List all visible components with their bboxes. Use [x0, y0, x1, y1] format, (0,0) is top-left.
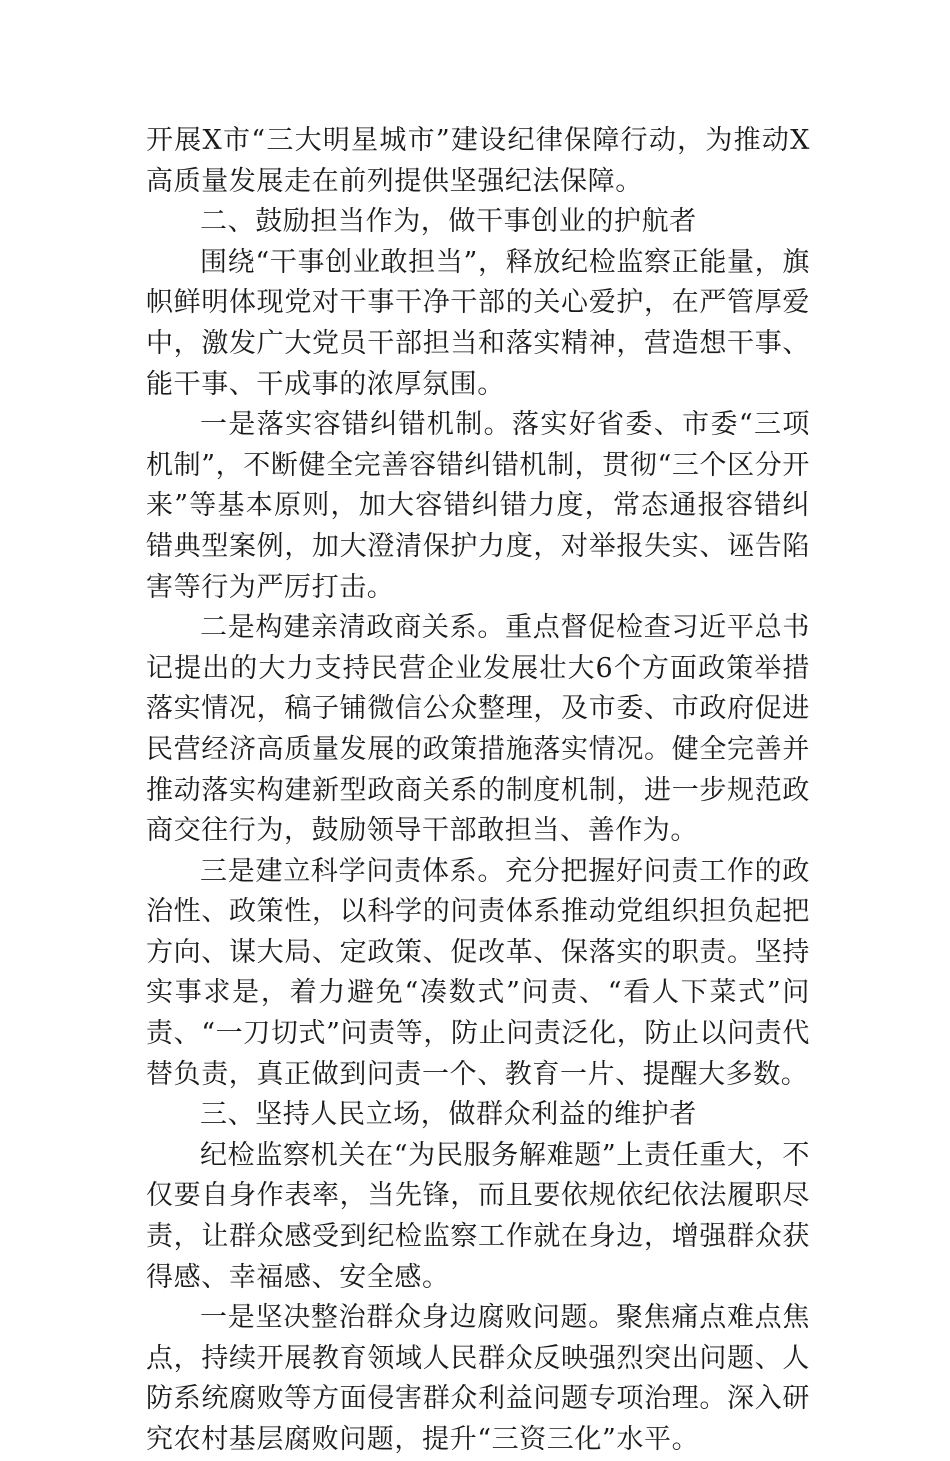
- paragraph: 围绕“干事创业敢担当”，释放纪检监察正能量，旗帜鲜明体现党对干事干净干部的关心爱护，在严管厚爱中，激发广大党员干部担当和落实精神，营造想干事、能干事、干成事的浓厚氛围。: [146, 246, 810, 400]
- document-body: [146, 121, 810, 1461]
- paragraph: 二是构建亲清政商关系。重点督促检查习近平总书记提出的大力支持民营企业发展壮大6个方面政策举措落实情况，稿子铺微信公众整理，及市委、市政府促进民营经济高质量发展的政策措施落实情况。健全完善并推动落实构建新型政商关系的制度机制，进一步规范政商交往行为，鼓励领导干部敢担当、善作为。: [146, 612, 810, 847]
- paragraph: 三是建立科学问责体系。充分把握好问责工作的政治性、政策性，以科学的问责体系推动党组织担负起把方向、谋大局、定政策、促改革、保落实的职责。坚持实事求是，着力避免“凑数式”问责、“看人下菜式”问责、“一刀切式”问责等，防止问责泛化，防止以问责代替负责，真正做到问责一个、教育一片、提醒大多数。: [146, 855, 810, 1090]
- paragraph: 一是坚决整治群众身边腐败问题。聚焦痛点难点焦点，持续开展教育领域人民群众反映强烈突出问题、人防系统腐败等方面侵害群众利益问题专项治理。深入研究农村基层腐败问题，提升“三资三化”水平。: [146, 1302, 810, 1455]
- paragraph: 一是落实容错纠错机制。落实好省委、市委“三项机制”，不断健全完善容错纠错机制，贯彻“三个区分开来”等基本原则，加大容错纠错力度，常态通报容错纠错典型案例，加大澄清保护力度，对举报失实、诬告陷害等行为严厉打击。: [146, 409, 810, 603]
- section-heading-two: 二、鼓励担当作为，做干事创业的护航者: [200, 206, 697, 238]
- paragraph-continuation: 开展X市“三大明星城市”建设纪律保障行动，为推动X高质量发展走在前列提供坚强纪法保障。: [146, 125, 810, 197]
- paragraph: 纪检监察机关在“为民服务解难题”上责任重大，不仅要自身作表率，当先锋，而且要依规依纪依法履职尽责，让群众感受到纪检监察工作就在身边，增强群众获得感、幸福感、安全感。: [146, 1139, 810, 1293]
- section-heading-three: 三、坚持人民立场，做群众利益的维护者: [200, 1099, 697, 1131]
